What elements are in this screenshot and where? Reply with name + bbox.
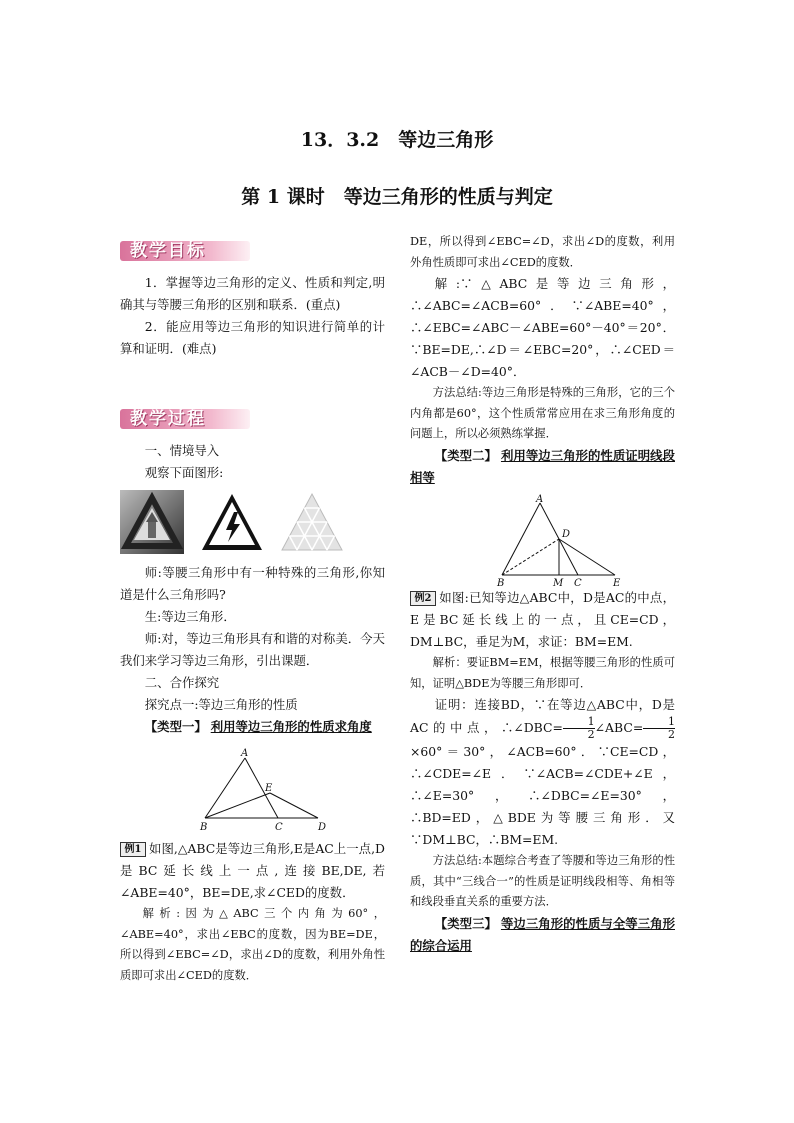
triangle-grid-icon: [280, 490, 344, 554]
fig1-label-c: C: [275, 822, 283, 833]
type-1-heading: 【类型一】 利用等边三角形的性质求角度: [144, 719, 372, 734]
teacher-question: 师:等腰三角形中有一种特殊的三角形,你知道是什么三角形吗?: [120, 565, 385, 602]
pyramid-photo: [120, 490, 184, 554]
section-title: 13．3.2 等边三角形: [300, 129, 494, 151]
explore-point-1: 探究点一:等边三角形的性质: [144, 697, 298, 712]
fig1-label-b: B: [200, 822, 208, 833]
teacher-intro: 师:对，等边三角形具有和谐的对称美．今天我们来学习等边三角形，引出课题．: [120, 631, 385, 668]
example-1: 例1 如图,△ABC是等边三角形,E是AC上一点,D是BC延长线上一点,连接BE,DE,若∠ABE=40°，BE=DE,求∠CED的度数．: [120, 841, 385, 900]
type-3-heading: 【类型三】 等边三角形的性质与全等三角形的综合运用: [410, 915, 675, 953]
example-2-analysis: 解析：要证BM=EM，根据等腰三角形的性质可知，证明△BDE为等腰三角形即可．: [410, 655, 675, 690]
fig2-label-a: A: [536, 493, 544, 505]
high-voltage-sign-icon: [200, 490, 264, 554]
example-2-tag: 例2: [410, 591, 436, 606]
example-2-proof: 证明：连接BD，∵在等边△ABC中，D是AC的中点，∴∠DBC= $\frac{1}{2}$ ∠ABC= $\frac{1}{2}$ ×60°＝30°，∠ACB=60°．∵CE=CD，∴∠CDE=∠E．∵∠ACB=∠CDE+∠E，∴∠E=30°，∴∠DBC=∠E=30°，∴BD=ED，△BDE为等腰三角形．又∵DM⊥BC，∴BM=EM.: [410, 697, 675, 848]
fig1-label-d: D: [318, 822, 327, 833]
type-2-heading: 【类型二】 利用等边三角形的性质证明线段相等: [410, 447, 675, 485]
observe-text: 观察下面图形:: [144, 465, 224, 480]
example-1-tag: 例1: [120, 842, 146, 857]
example-1-analysis: 解析:因为△ABC三个内角为60°，∠ABE=40°，求出∠EBC的度数，因为BE=DE，所以得到∠EBC=∠D，求出∠D的度数，利用外角性质即可求出∠CED的度数．: [120, 907, 385, 982]
lesson-title: 第 1 课时 等边三角形的性质与判定: [241, 186, 553, 208]
fig2-label-b: B: [497, 577, 505, 589]
goal-1: 1．掌握等边三角形的定义、性质和判定,明确其与等腰三角形的区别和联系．(重点): [120, 275, 385, 312]
fig1-label-e: E: [265, 783, 273, 794]
banner-teaching-goals: 教学目标: [120, 238, 385, 264]
fraction-half: $\frac{1}{2}$: [563, 716, 595, 741]
fig2-label-e: E: [613, 577, 621, 589]
banner-teaching-process: 教学过程: [120, 406, 385, 432]
example-1-analysis-cont: DE，所以得到∠EBC=∠D，求出∠D的度数，利用外角性质即可求出∠CED的度数．: [410, 235, 675, 269]
fig2-label-d: D: [562, 528, 571, 540]
right-column: [410, 232, 675, 957]
goal-2: 2．能应用等边三角形的知识进行简单的计算和证明．(难点): [120, 319, 385, 356]
example-2: 例2 如图:已知等边△ABC中，D是AC的中点，E是BC延长线上的一点，且CE=CD，DM⊥BC，垂足为M，求证：BM=EM.: [410, 589, 675, 649]
fraction-half: $\frac{1}{2}$: [643, 716, 675, 741]
figure-example-2: [410, 495, 675, 587]
fig2-label-m: M: [553, 577, 564, 589]
fig2-label-c: C: [574, 577, 582, 589]
figure-example-1: [120, 748, 385, 838]
student-answer: 生:等边三角形．: [144, 609, 236, 624]
example-1-solution: 解:∵△ABC是等边三角形，∴∠ABC=∠ACB=60°．∵∠ABE=40°，∴∠EBC=∠ABC－∠ABE=60°－40°＝20°．∵BE=DE,∴∠D＝∠EBC=20°，∴∠CED＝∠ACB－∠D=40°．: [410, 276, 675, 380]
left-column: [120, 238, 385, 982]
method-summary-2: 方法总结:本题综合考查了等腰和等边三角形的性质，其中“三线合一”的性质是证明线段相等、角相等和线段垂直关系的重要方法．: [410, 854, 675, 909]
section-intro: 一、情境导入: [144, 443, 220, 458]
intro-figures: [120, 490, 385, 554]
section-cooperate: 二、合作探究: [144, 675, 220, 690]
method-summary-1: 方法总结:等边三角形是特殊的三角形，它的三个内角都是60°，这个性质常常应用在求三角形角度的问题上，所以必须熟练掌握．: [410, 386, 675, 441]
fig1-label-a: A: [241, 748, 249, 759]
